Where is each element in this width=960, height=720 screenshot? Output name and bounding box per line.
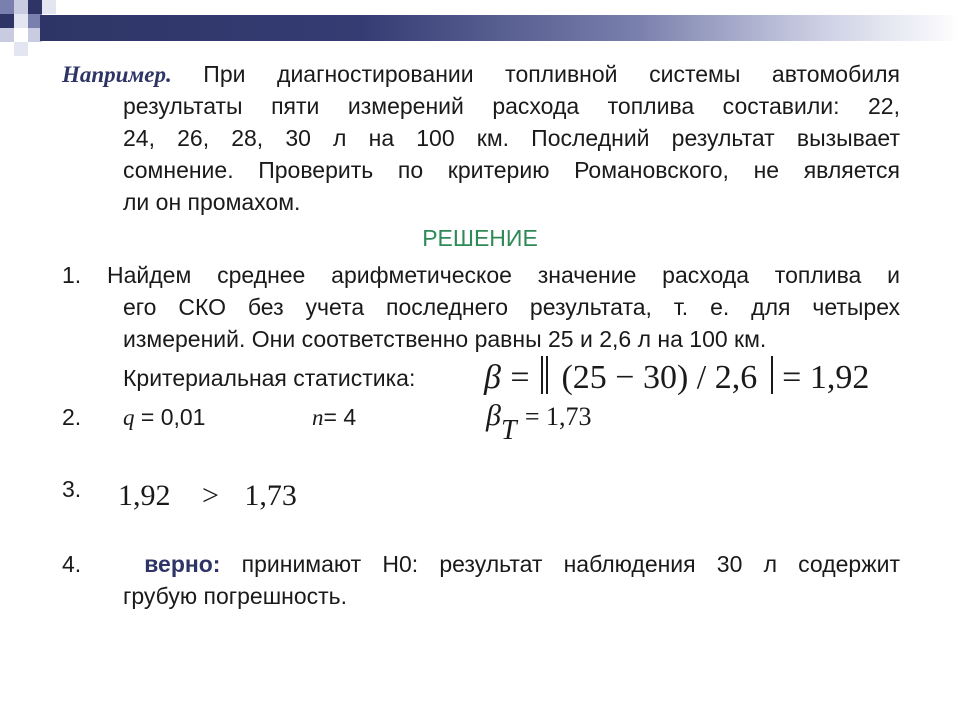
n-value: = 4 <box>323 404 357 430</box>
intro-line-4: сомнение. Проверить по критерию Романовского, не является <box>123 157 900 183</box>
intro-line-5: ли он промахом. <box>123 189 301 215</box>
n-variable: n <box>312 405 324 430</box>
n-parameter <box>312 401 356 434</box>
step1-line-1: 1. Найдем среднее арифметическое значение расхода топлива и <box>62 262 900 288</box>
comparison <box>118 476 297 516</box>
beta-t-value: = 1,73 <box>524 402 592 431</box>
step1-line-3: измерений. Они соответственно равны 25 и 2,6 л на 100 км. <box>123 326 767 352</box>
greater-than: > <box>202 479 219 512</box>
step1-line-4: Критериальная статистика: <box>123 365 416 391</box>
comparison-left: 1,92 <box>118 479 171 512</box>
beta-critical <box>486 396 592 446</box>
step3-number: 3. <box>62 476 82 502</box>
step2-number: 2. <box>62 404 82 430</box>
step1-line-2: его СКО без учета последнего результата, т. е. для четырех <box>123 294 900 320</box>
subscript-t: T <box>500 415 517 446</box>
header-bar <box>40 15 960 41</box>
step4-number: 4. <box>62 551 82 577</box>
step4-line-1 <box>123 548 900 580</box>
intro-line-3: 24, 26, 28, 30 л на 100 км. Последний результат вызывает <box>123 125 900 151</box>
beta-t-symbol: β <box>486 399 501 432</box>
comparison-right: 1,73 <box>244 479 297 512</box>
correct-label: верно: <box>144 551 221 577</box>
step4-line-2: грубую погрешность. <box>123 583 348 609</box>
formula-result: = 1,92 <box>782 359 870 396</box>
equals-sign: = <box>510 359 530 396</box>
intro-first-line <box>62 58 900 91</box>
step4-text: принимают Н0: результат наблюдения 30 л содержит <box>241 551 900 577</box>
beta-symbol: β <box>484 359 501 396</box>
beta-formula <box>484 354 869 400</box>
q-parameter <box>123 401 205 434</box>
q-variable: q <box>123 405 135 430</box>
formula-expression: (25 − 30) / 2,6 <box>561 359 758 396</box>
intro-line-2: результаты пяти измерений расхода топлива составили: 22, <box>123 93 900 119</box>
intro-line-1: При диагностировании топливной системы автомобиля <box>203 61 900 87</box>
example-label: Например. <box>62 62 172 87</box>
solution-heading: РЕШЕНИЕ <box>422 225 538 251</box>
q-value: = 0,01 <box>134 404 206 430</box>
